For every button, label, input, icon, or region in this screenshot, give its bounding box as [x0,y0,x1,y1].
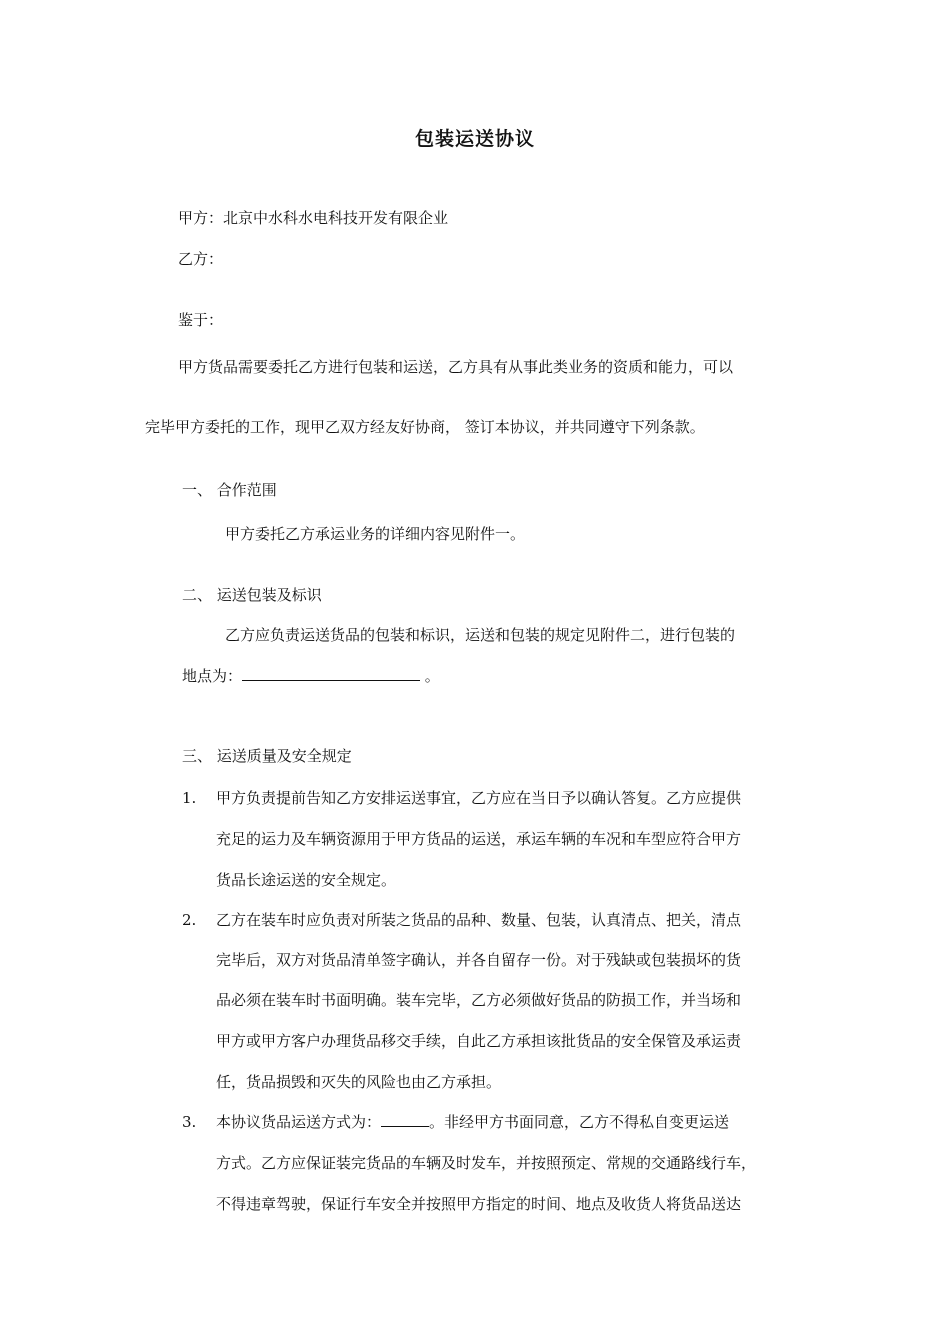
section-2-body-line-2 [182,666,440,686]
party-b: 乙方： [178,250,224,268]
transport-mode-blank-field[interactable] [381,1112,429,1127]
item-3-line-2: 方式。乙方应保证装完货品的车辆及时发车，并按照预定、常规的交通路线行车， [216,1154,757,1172]
whereas-label: 鉴于： [178,311,224,329]
item-2-line-5: 任，货品损毁和灭失的风险也由乙方承担。 [216,1073,502,1091]
location-label: 地点为： [182,667,243,685]
location-suffix: 。 [420,667,440,685]
section-2-body-line-1: 乙方应负责运送货品的包装和标识，运送和包装的规定见附件二，进行包装的 [225,626,736,644]
item-2-line-2: 完毕后，双方对货品清单签字确认，并各自留存一份。对于残缺或包装损坏的货 [216,951,742,969]
item-2-number: 2. [182,911,197,929]
transport-mode-label: 本协议货品运送方式为： [216,1113,382,1131]
item-2-line-1: 乙方在装车时应负责对所装之货品的品种、数量、包装，认真清点、把关，清点 [216,911,742,929]
section-3-heading: 三、 运送质量及安全规定 [182,747,352,765]
party-a: 甲方：北京中水科水电科技开发有限企业 [178,209,449,227]
item-3-line-3: 不得违章驾驶，保证行车安全并按照甲方指定的时间、地点及收货人将货品送达 [216,1195,742,1213]
item-2-line-3: 品必须在装车时书面明确。装车完毕，乙方必须做好货品的防损工作，并当场和 [216,991,742,1009]
item-2-line-4: 甲方或甲方客户办理货品移交手续，自此乙方承担该批货品的安全保管及承运责 [216,1032,742,1050]
intro-line-2: 完毕甲方委托的工作，现甲乙双方经友好协商， 签订本协议，并共同遵守下列条款。 [145,418,705,436]
item-1-line-3: 货品长途运送的安全规定。 [216,871,397,889]
item-1-number: 1. [182,789,197,807]
item-3-line-1 [216,1112,729,1132]
item-1-line-1: 甲方负责提前告知乙方安排运送事宜，乙方应在当日予以确认答复。乙方应提供 [216,789,742,807]
document-title: 包装运送协议 [414,128,535,150]
item-3-number: 3. [182,1113,197,1131]
section-1-heading: 一、 合作范围 [182,481,277,499]
transport-mode-suffix: 。非经甲方书面同意，乙方不得私自变更运送 [429,1113,730,1131]
item-1-line-2: 充足的运力及车辆资源用于甲方货品的运送，承运车辆的车况和车型应符合甲方 [216,830,742,848]
location-blank-field[interactable] [242,666,420,681]
intro-line-1: 甲方货品需要委托乙方进行包装和运送，乙方具有从事此类业务的资质和能力，可以 [178,358,734,376]
section-2-heading: 二、 运送包装及标识 [182,586,322,604]
section-1-body: 甲方委托乙方承运业务的详细内容见附件一。 [225,525,526,543]
